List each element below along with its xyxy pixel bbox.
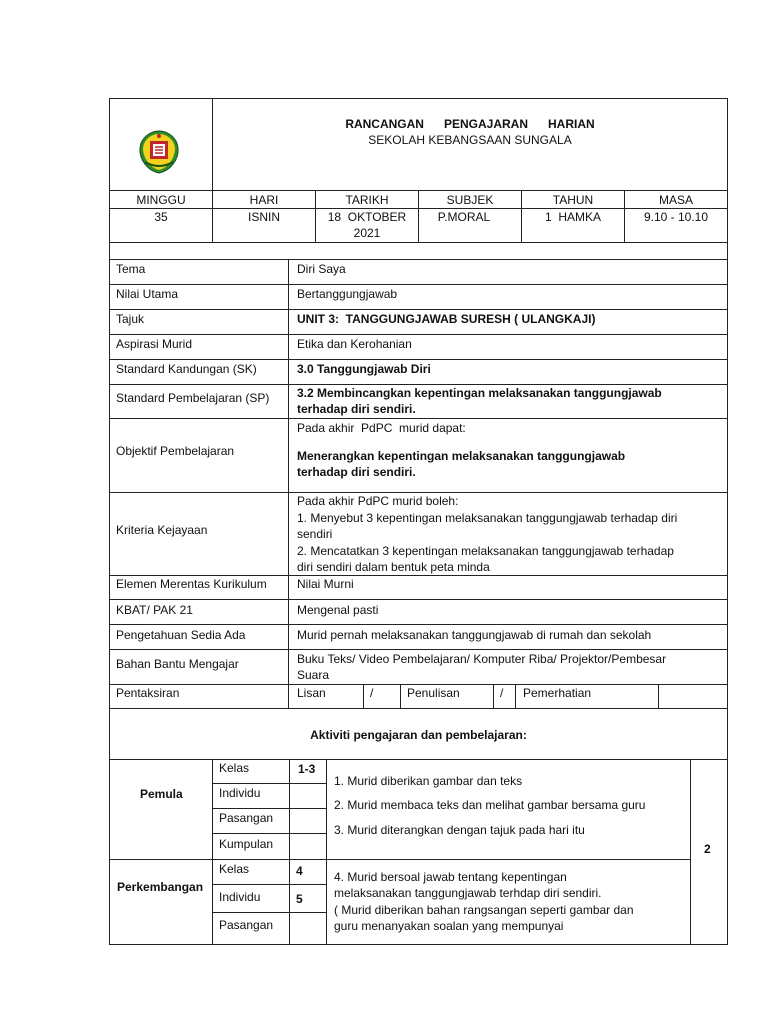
value-tarikh: 18 OKTOBER	[327, 210, 407, 224]
value-bbm-line1: Buku Teks/ Video Pembelajaran/ Komputer Riba/ Projektor/Pembesar	[297, 652, 667, 666]
value-sk: 3.0 Tanggungjawab Diri	[297, 362, 431, 376]
stage-pemula: Pemula	[140, 787, 183, 801]
value-objektif-line2: terhadap diri sendiri.	[297, 465, 416, 479]
value-tahun: 1 HAMKA	[544, 210, 601, 224]
value-elemen: Nilai Murni	[297, 577, 354, 591]
header-minggu: MINGGU	[136, 193, 186, 207]
label-objektif: Objektif Pembelajaran	[116, 444, 235, 458]
value-subjek: P.MORAL	[437, 210, 491, 224]
header-masa: MASA	[658, 193, 693, 207]
pemula-mode-kumpulan: Kumpulan	[219, 837, 274, 851]
pemula-mode-kelas: Kelas	[219, 761, 250, 775]
value-kriteria-1: Pada akhir PdPC murid boleh:	[297, 494, 459, 508]
pemula-mode-individu: Individu	[219, 786, 261, 800]
perkembangan-step-1: 4. Murid bersoal jawab tentang kepentingan	[334, 870, 567, 884]
value-masa: 9.10 - 10.10	[643, 210, 709, 224]
label-pentaksiran: Pentaksiran	[116, 686, 180, 700]
label-kbat: KBAT/ PAK 21	[116, 603, 193, 617]
perkembangan-value-individu: 5	[296, 892, 303, 906]
value-sp-line2: terhadap diri sendiri.	[297, 402, 416, 416]
value-nilai-utama: Bertanggungjawab	[297, 287, 398, 301]
perkembangan-mode-kelas: Kelas	[219, 862, 250, 876]
pentaksiran-pemerhatian: Pemerhatian	[523, 686, 592, 700]
header-hari: HARI	[249, 193, 279, 207]
header-tarikh: TARIKH	[345, 193, 389, 207]
value-kriteria-3: sendiri	[297, 527, 333, 541]
label-tajuk: Tajuk	[116, 312, 145, 326]
label-kriteria: Kriteria Kejayaan	[116, 523, 208, 537]
value-kbat: Mengenal pasti	[297, 603, 379, 617]
value-hari: ISNIN	[247, 210, 280, 224]
document-title: RANCANGAN PENGAJARAN HARIAN	[345, 117, 595, 131]
value-sp-line1: 3.2 Membincangkan kepentingan melaksanakan tanggungjawab	[297, 386, 662, 400]
label-pengetahuan: Pengetahuan Sedia Ada	[116, 628, 246, 642]
label-sp: Standard Pembelajaran (SP)	[116, 391, 270, 405]
spacer-row	[109, 242, 728, 260]
pemula-step-2: 2. Murid membaca teks dan melihat gambar bersama guru	[334, 798, 646, 812]
school-name: SEKOLAH KEBANGSAAN SUNGALA	[368, 133, 572, 147]
perkembangan-step-4: guru menanyakan soalan yang mempunyai	[334, 919, 564, 933]
label-aspirasi: Aspirasi Murid	[116, 337, 193, 351]
value-kriteria-5: diri sendiri dalam bentuk peta minda	[297, 560, 490, 574]
label-nilai-utama: Nilai Utama	[116, 287, 179, 301]
pentaksiran-lisan: Lisan	[297, 686, 326, 700]
header-subjek: SUBJEK	[446, 193, 494, 207]
value-minggu: 35	[154, 210, 168, 224]
perkembangan-value-kelas: 4	[296, 864, 303, 878]
pentaksiran-penulisan-mark: /	[500, 686, 504, 700]
label-bbm: Bahan Bantu Mengajar	[116, 657, 239, 671]
value-objektif-intro: Pada akhir PdPC murid dapat:	[297, 421, 466, 435]
pentaksiran-penulisan: Penulisan	[407, 686, 460, 700]
value-kriteria-4: 2. Mencatatkan 3 kepentingan melaksanakan tanggungjawab terhadap	[297, 544, 674, 558]
value-kriteria-2: 1. Menyebut 3 kepentingan melaksanakan tanggungjawab terhadap diri	[297, 511, 678, 525]
perkembangan-mode-pasangan: Pasangan	[219, 918, 274, 932]
pemula-mode-pasangan: Pasangan	[219, 811, 274, 825]
pemula-mode-value: 1-3	[298, 762, 316, 776]
perkembangan-mode-individu: Individu	[219, 890, 261, 904]
pentaksiran-lisan-mark: /	[370, 686, 374, 700]
perkembangan-step-2: melaksanakan tanggungjawab terhdap diri sendiri.	[334, 886, 602, 900]
value-tema: Diri Saya	[297, 262, 346, 276]
perkembangan-step-3: ( Murid diberikan bahan rangsangan seperti gambar dan	[334, 903, 634, 917]
side-number: 2	[704, 842, 711, 856]
activities-heading: Aktiviti pengajaran dan pembelajaran:	[310, 728, 527, 742]
value-tajuk: UNIT 3: TANGGUNGJAWAB SURESH ( ULANGKAJI)	[297, 312, 596, 326]
label-sk: Standard Kandungan (SK)	[116, 362, 257, 376]
pemula-step-1: 1. Murid diberikan gambar dan teks	[334, 774, 523, 788]
value-objektif-line1: Menerangkan kepentingan melaksanakan tanggungjawab	[297, 449, 626, 463]
value-aspirasi: Etika dan Kerohanian	[297, 337, 412, 351]
pemula-step-3: 3. Murid diterangkan dengan tajuk pada hari itu	[334, 823, 585, 837]
stage-perkembangan: Perkembangan	[117, 880, 204, 894]
label-tema: Tema	[116, 262, 146, 276]
value-bbm-line2: Suara	[297, 668, 330, 682]
header-tahun: TAHUN	[552, 193, 594, 207]
label-elemen: Elemen Merentas Kurikulum	[116, 577, 267, 591]
value-tarikh-year: 2021	[353, 226, 381, 240]
value-pengetahuan: Murid pernah melaksanakan tanggungjawab di rumah dan sekolah	[297, 628, 652, 642]
